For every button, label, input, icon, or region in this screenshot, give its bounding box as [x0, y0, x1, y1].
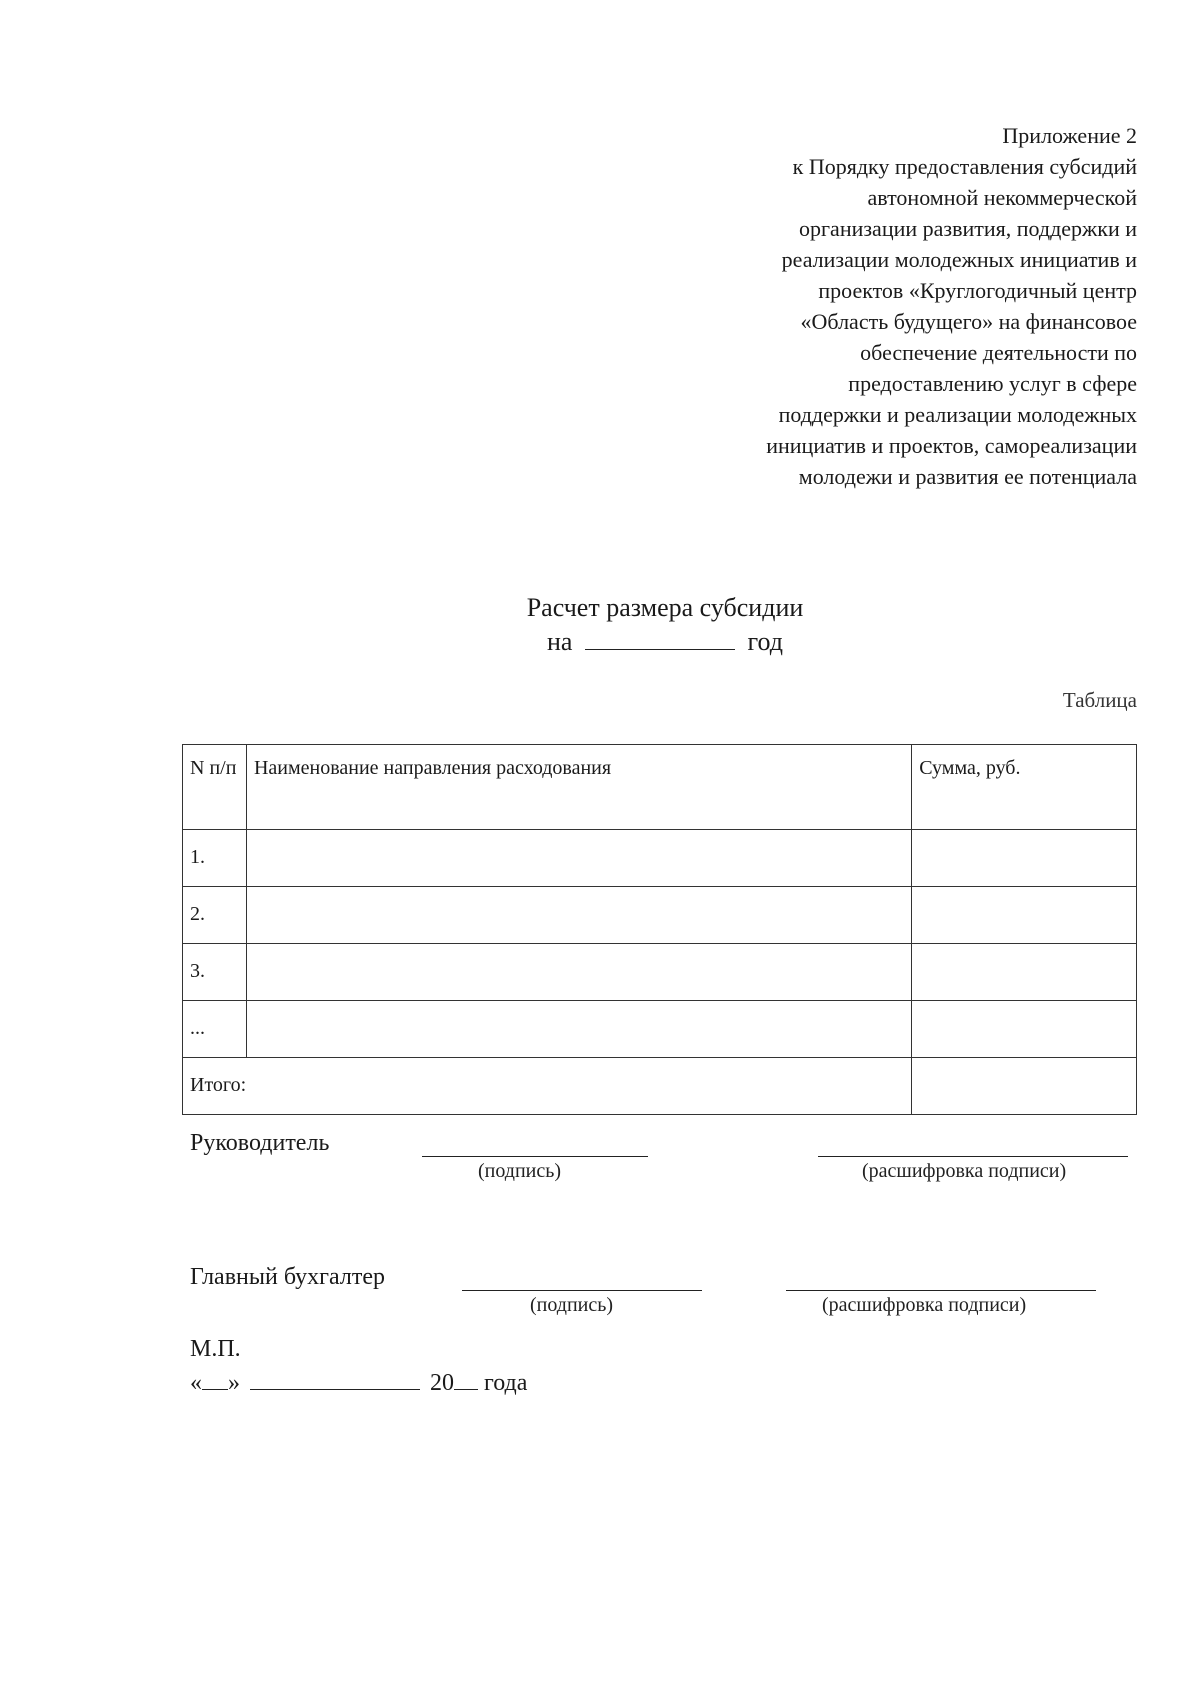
accountant-sign-hint: (подпись) — [530, 1294, 614, 1316]
row-sum-cell[interactable] — [912, 830, 1137, 887]
row-number: ... — [183, 1001, 247, 1058]
row-name-cell[interactable] — [246, 830, 911, 887]
head-signature-field[interactable] — [422, 1156, 648, 1157]
row-name-cell[interactable] — [246, 887, 911, 944]
head-decode-hint: (расшифровка подписи) — [862, 1160, 1067, 1182]
accountant-decode-field[interactable] — [786, 1290, 1096, 1291]
accountant-signature-field[interactable] — [462, 1290, 702, 1291]
annex-header — [577, 120, 1137, 492]
annex-line: проектов «Круглогодичный центр — [818, 278, 1137, 303]
row-name-cell[interactable] — [246, 1001, 911, 1058]
annex-line: обеспечение деятельности по — [860, 340, 1137, 365]
table-row — [183, 887, 1137, 944]
title-main: Расчет размера субсидии — [526, 593, 804, 622]
header-number: N п/п — [183, 745, 247, 830]
table-total-row — [183, 1058, 1137, 1115]
subsidy-table — [182, 744, 1137, 1115]
annex-line: автономной некоммерческой — [867, 185, 1137, 210]
header-sum: Сумма, руб. — [912, 745, 1137, 830]
date-close-quote: » — [228, 1370, 240, 1396]
accountant-decode-hint: (расшифровка подписи) — [822, 1294, 1027, 1316]
title-year-prefix: на — [547, 627, 573, 656]
row-sum-cell[interactable] — [912, 1001, 1137, 1058]
annex-line: к Порядку предоставления субсидий — [792, 154, 1137, 179]
head-sign-hint: (подпись) — [478, 1160, 562, 1182]
stamp-label: М.П. — [190, 1336, 241, 1362]
table-label: Таблица — [1062, 688, 1137, 712]
row-number: 1. — [183, 830, 247, 887]
annex-line: «Область будущего» на финансовое — [800, 309, 1137, 334]
annex-line: предоставлению услуг в сфере — [848, 371, 1137, 396]
table-row — [183, 830, 1137, 887]
total-label: Итого: — [183, 1058, 912, 1115]
date-open-quote: « — [190, 1370, 202, 1396]
date-year-field[interactable] — [454, 1389, 478, 1390]
date-day-field[interactable] — [202, 1389, 228, 1390]
table-row — [183, 944, 1137, 1001]
header-name: Наименование направления расходования — [246, 745, 911, 830]
document-title — [0, 591, 1200, 659]
title-year-line — [0, 625, 1200, 659]
accountant-role-label: Главный бухгалтер — [190, 1264, 385, 1290]
row-sum-cell[interactable] — [912, 887, 1137, 944]
date-month-field[interactable] — [250, 1389, 420, 1390]
row-number: 3. — [183, 944, 247, 1001]
row-number: 2. — [183, 887, 247, 944]
table-row — [183, 1001, 1137, 1058]
annex-line: инициатив и проектов, самореализации — [766, 433, 1137, 458]
head-decode-field[interactable] — [818, 1156, 1128, 1157]
row-sum-cell[interactable] — [912, 944, 1137, 1001]
annex-line: организации развития, поддержки и — [799, 216, 1137, 241]
head-role-label: Руководитель — [190, 1130, 330, 1156]
table-header-row — [183, 745, 1137, 830]
annex-line: Приложение 2 — [1002, 123, 1137, 148]
row-name-cell[interactable] — [246, 944, 911, 1001]
annex-line: реализации молодежных инициатив и — [781, 247, 1137, 272]
date-line — [190, 1370, 527, 1397]
annex-line: поддержки и реализации молодежных — [778, 402, 1137, 427]
year-blank-field[interactable] — [585, 649, 735, 650]
annex-line: молодежи и развития ее потенциала — [798, 464, 1137, 489]
total-sum-cell[interactable] — [912, 1058, 1137, 1115]
date-year-prefix: 20 — [430, 1370, 454, 1396]
title-year-suffix: год — [747, 627, 783, 656]
date-year-suffix: года — [484, 1370, 528, 1396]
